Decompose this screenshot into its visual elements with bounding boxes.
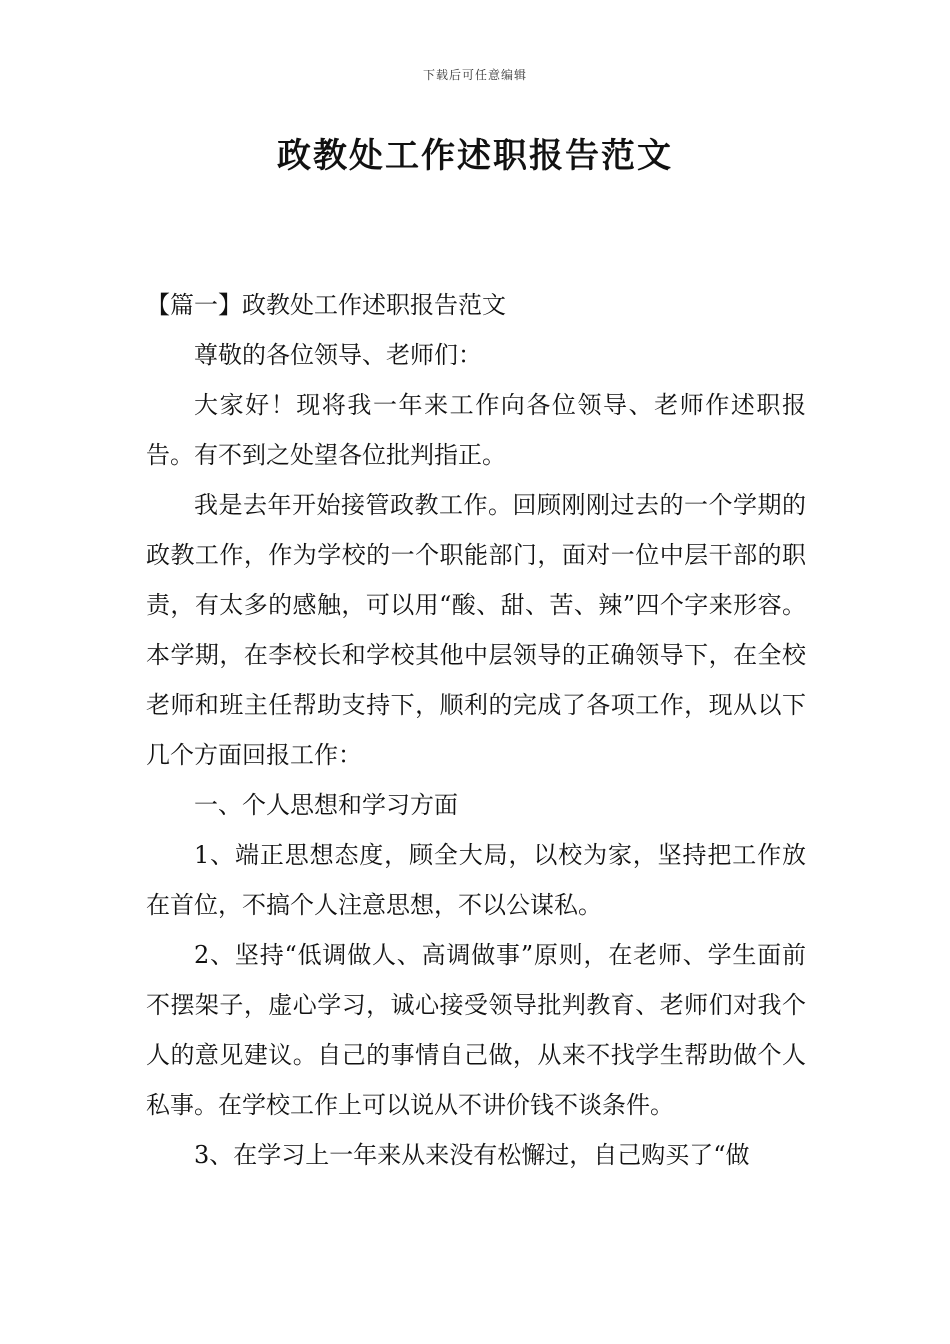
document-title: 政教处工作述职报告范文 — [277, 136, 673, 176]
header-note: 下载后可任意编辑 — [422, 68, 527, 82]
paragraph-introduction: 我是去年开始接管政教工作。回顾刚刚过去的一个学期的政教工作，作为学校的一个职能部门，面对一位中层干部的职责，有太多的感触，可以用“酸、甜、苦、辣”四个字来形容。本学期，在李校长和学校其他中层领导的正确领导下，在全校老师和班主任帮助支持下，顺利的完成了各项工作，现从以下几个方面回报工作： — [146, 491, 806, 769]
document-body — [146, 280, 806, 1180]
paragraph-salutation: 尊敬的各位领导、老师们： — [194, 341, 482, 369]
paragraph-item-1: 1、端正思想态度，顾全大局，以校为家，坚持把工作放在首位，不搞个人注意思想，不以公谋私。 — [146, 841, 806, 919]
paragraph-item-3: 3、在学习上一年来从来没有松懈过，自己购买了“做 — [194, 1141, 750, 1169]
section-heading: 【篇一】政教处工作述职报告范文 — [146, 291, 506, 319]
paragraph-greeting: 大家好！现将我一年来工作向各位领导、老师作述职报告。有不到之处望各位批判指正。 — [146, 391, 806, 469]
paragraph-subheading-1: 一、个人思想和学习方面 — [194, 791, 458, 819]
paragraph-item-2: 2、坚持“低调做人、高调做事”原则，在老师、学生面前不摆架子，虚心学习，诚心接受领导批判教育、老师们对我个人的意见建议。自己的事情自己做，从来不找学生帮助做个人私事。在学校工作上可以说从不讲价钱不谈条件。 — [146, 941, 806, 1119]
